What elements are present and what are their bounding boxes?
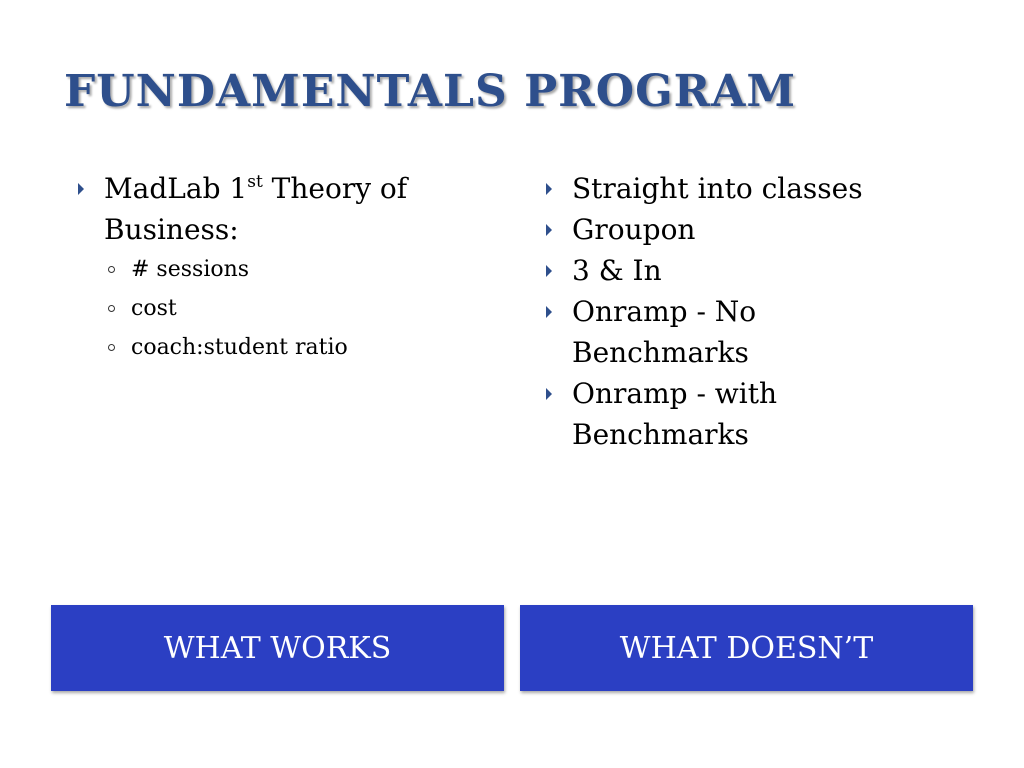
list-item xyxy=(72,168,492,250)
list-item-text: 3 & In xyxy=(572,254,662,287)
triangle-bullet-icon xyxy=(546,388,552,400)
sub-item-text: cost xyxy=(131,296,177,321)
sub-list-item xyxy=(72,250,492,289)
circle-bullet-icon xyxy=(108,266,115,273)
bullet-text-prefix: MadLab 1 xyxy=(104,172,248,205)
what-works-label: WHAT WORKS xyxy=(163,630,392,666)
triangle-bullet-icon xyxy=(78,183,84,195)
list-item-text-line2: Benchmarks xyxy=(572,336,749,369)
sub-item-text: coach:student ratio xyxy=(131,335,348,360)
sub-list-item xyxy=(72,328,492,367)
what-doesnt-box xyxy=(520,605,973,691)
left-column xyxy=(72,168,492,367)
list-item-text: Straight into classes xyxy=(572,172,863,205)
list-item xyxy=(540,373,980,455)
triangle-bullet-icon xyxy=(546,306,552,318)
right-column xyxy=(540,168,980,455)
bullet-text-suffix: Theory of xyxy=(262,172,408,205)
what-doesnt-label: WHAT DOESN’T xyxy=(619,630,874,666)
triangle-bullet-icon xyxy=(546,224,552,236)
list-item xyxy=(540,209,980,250)
bullet-text-line2: Business: xyxy=(104,213,239,246)
what-works-box xyxy=(51,605,504,691)
list-item-text: Onramp - with xyxy=(572,377,778,410)
sub-list-item xyxy=(72,289,492,328)
list-item xyxy=(540,168,980,209)
list-item xyxy=(540,250,980,291)
list-item-text: Groupon xyxy=(572,213,696,246)
circle-bullet-icon xyxy=(108,305,115,312)
bullet-superscript: st xyxy=(247,172,263,192)
slide-title: FUNDAMENTALS PROGRAM xyxy=(64,66,797,117)
sub-item-text: # sessions xyxy=(131,257,250,282)
triangle-bullet-icon xyxy=(546,265,552,277)
list-item-text: Onramp - No xyxy=(572,295,757,328)
list-item xyxy=(540,291,980,373)
triangle-bullet-icon xyxy=(546,183,552,195)
list-item-text-line2: Benchmarks xyxy=(572,418,749,451)
circle-bullet-icon xyxy=(108,344,115,351)
